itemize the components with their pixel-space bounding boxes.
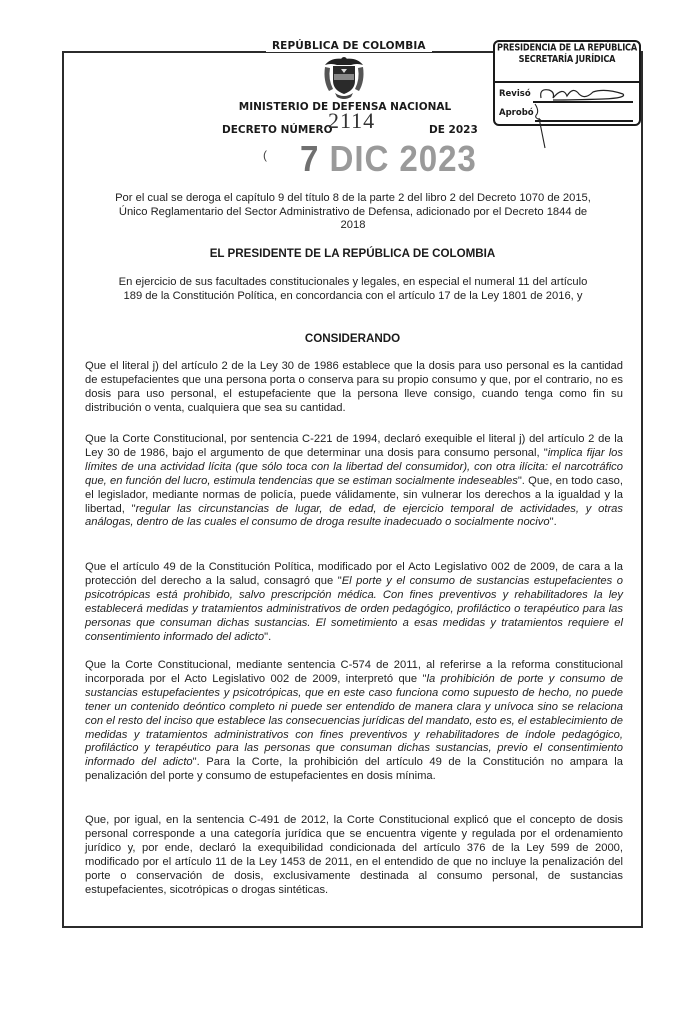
- p3-text: ".: [264, 630, 272, 643]
- subject-line: 2018: [340, 219, 366, 232]
- country-heading: REPÚBLICA DE COLOMBIA: [266, 40, 432, 52]
- p4-text: ". Para la Corte, la prohibición del artículo 49 de la Constitución no ampara la penalización del porte y consumo de estupefacientes en dosis mínima.: [85, 756, 624, 783]
- decree-subject: [70, 192, 636, 233]
- review-stamp-title: [495, 42, 639, 65]
- p2-text: ". Que, en todo caso, el legislador, mediante normas de policía, puede válidamente, sin vulnerar los derechos a la igualdad y la libertad, ": [85, 474, 623, 515]
- subject-line: Por el cual se deroga el capítulo 9 del título 8 de la parte 2 del libro 2 del Decreto 1070 de 2015,: [115, 192, 591, 204]
- ministry-heading: MINISTERIO DE DEFENSA NACIONAL: [238, 101, 452, 113]
- reviewed-label: Revisó: [499, 89, 531, 99]
- decree-year: DE 2023: [429, 124, 478, 136]
- approved-label: Aprobó: [499, 108, 534, 118]
- p2-quote: regular las circunstancias de lugar, de edad, de ejercicio temporal de actividades, y otras análogas, dentro de las cuales el consumo de droga resulte inadecuado o socialmente nocivo: [85, 502, 623, 529]
- p2-text: Que la Corte Constitucional, por sentencia C-221 de 1994, declaró exequible el literal j) del artículo 2 de la Ley 30 de 1986, bajo el argumento de que determinar una dosis para consumo personal, ": [85, 433, 623, 459]
- paragraph-c574-2011: [85, 659, 623, 784]
- p2-quote: implica fijar los límites de una actividad lícita (que sólo toca con la libertad del consumidor), con otra ilícita: el narcotráfico que, en función del lucro, estimula tendencias que se estiman socialmente indeseables: [85, 446, 623, 487]
- shield-band: [334, 74, 354, 80]
- review-stamp: [493, 40, 641, 126]
- p3-text: Que el artículo 49 de la Constitución Política, modificado por el Acto Legislativo 002 de 2009, de cara a la protección del derecho a la salud, consagró que ": [85, 561, 623, 587]
- powers-line: En ejercicio de sus facultades constitucionales y legales, en especial el numeral 11 del artículo: [118, 276, 588, 288]
- condor-head: [341, 57, 347, 63]
- decree-number: 2114: [328, 108, 376, 133]
- powers-paragraph: [70, 276, 636, 303]
- date-stamp: [300, 138, 477, 180]
- subject-line: Único Reglamentario del Sector Administrativo de Defensa, adicionado por el Decreto 1844 de: [118, 205, 588, 218]
- decree-label: DECRETO NÚMERO: [222, 124, 333, 136]
- approved-signature-icon: [531, 100, 561, 140]
- powers-line: 189 de la Constitución Política, en concordancia con el artículo 17 de la Ley 1801 de 2016, y: [123, 289, 583, 302]
- paren-mark: (: [263, 148, 267, 162]
- date-stamp-month-year: DIC 2023: [329, 138, 477, 179]
- review-stamp-title-line2: SECRETARÍA JURÍDICA: [518, 53, 616, 65]
- considering-heading: CONSIDERANDO: [304, 332, 401, 345]
- authority-heading: EL PRESIDENTE DE LA REPÚBLICA DE COLOMBIA: [209, 247, 496, 260]
- paragraph-c221-1994: [85, 433, 623, 530]
- review-stamp-title-line1: PRESIDENCIA DE LA REPÚBLICA: [497, 41, 637, 53]
- paragraph-article-49: [85, 561, 623, 644]
- p4-quote: la prohibición de porte y consumo de sustancias estupefacientes y psicotrópicas, que en este caso funciona como supuesto de hecho, no puede tener un contenido deóntico completo ni puede ser entendido de manera clara y unívoca sino se relaciona con el resto del inciso que establece las consecuencias jurídicas del mandato, esto es, el establecimiento de medidas y tratamientos administrativos con fines preventivos y rehabilitadores de índole pedagógico, profiláctico y terapéutico para las personas que consuman dichas sustancias, previo el consentimiento informado del adicto: [85, 672, 624, 769]
- date-stamp-day: 7: [300, 138, 320, 179]
- coat-of-arms-icon: [321, 55, 367, 101]
- p2-text: ".: [549, 516, 557, 529]
- paragraph-c491-2012: Que, por igual, en la sentencia C-491 de 2012, la Corte Constitucional explicó que el concepto de dosis personal corresponde a una categoría jurídica que se encuentra vigente y regulada por el ordenamiento jurídico y, por ende, declaró la exequibilidad condicionada del artículo 376 de la Ley 599 de 2000, modificado por el artículo 11 de la Ley 1453 de 2011, en el entendido de que no incluye la penalización del porte o conservación de dosis, exclusivamente destinada al consumo personal, de sustancias estupefacientes, sicotrópicas o drogas sintéticas.: [85, 814, 623, 896]
- p3-quote: El porte y el consumo de sustancias estupefacientes o psicotrópicas está prohibido, salvo prescripción médica. Con fines preventivos y rehabilitadores la ley establecerá medidas y tratamientos administrativos de orden pedagógico, profiláctico o terapéutico para las personas que consuman dichas sustancias. El sometimiento a esas medidas y tratamientos requiere el consentimiento informado del adicto: [85, 574, 623, 643]
- paragraph-law-30-1986: Que el literal j) del artículo 2 de la Ley 30 de 1986 establece que la dosis para uso personal es la cantidad de estupefacientes que una persona porta o conserva para su propio consumo y que, por el contrario, no es dosis para uso personal, el estupefaciente que la persona lleve consigo, cuando tenga como fin su distribución o venta, cualquiera que sea su cantidad.: [85, 360, 623, 414]
- flags-left: [325, 67, 334, 91]
- flags-right: [355, 67, 364, 91]
- p4-text: Que la Corte Constitucional, mediante sentencia C-574 de 2011, al referirse a la reforma constitucional incorporada por el Acto Legislativo 002 de 2009, interpretó que ": [85, 659, 623, 685]
